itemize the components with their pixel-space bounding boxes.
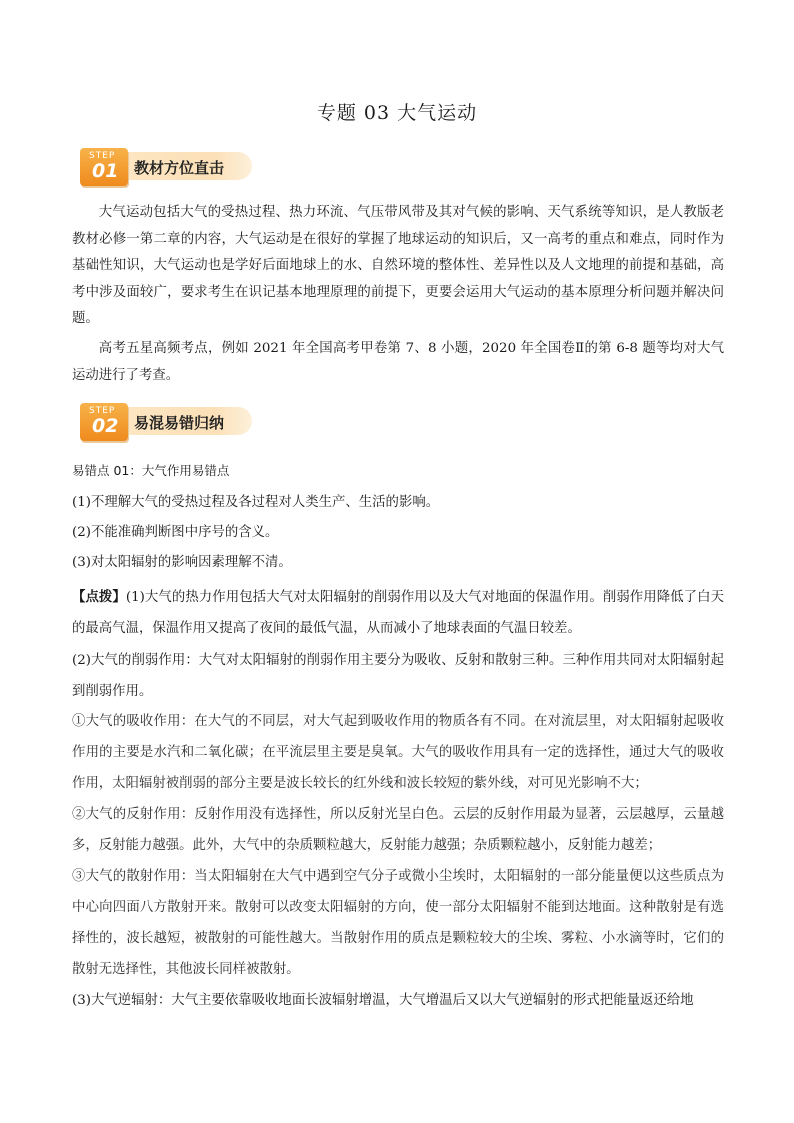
step-01-banner <box>80 148 252 186</box>
tip-paragraph-1 <box>72 582 724 644</box>
error-point-heading: 易错点 01：大气作用易错点 <box>72 463 230 478</box>
intro-paragraph-1: 大气运动包括大气的受热过程、热力环流、气压带风带及其对气候的影响、天气系统等知识，是人教版老教材必修一第二章的内容，大气运动是在很好的掌握了地球运动的知识后，又一高考的重点和难点，同时作为基础性知识，大气运动也是学好后面地球上的水、自然环境的整体性、差异性以及人文地理的前提和基础，高考中涉及面较广，要求考生在识记基本地理原理的前提下，更要会运用大气运动的基本原理分析问题并解决问题。 <box>72 205 724 326</box>
page-title: 专题 03 大气运动 <box>316 102 478 124</box>
section-heading: 易混易错归纳 <box>134 414 225 432</box>
error-item-2: (2)不能准确判断图中序号的含义。 <box>72 525 279 540</box>
intro-paragraph-2: 高考五星高频考点，例如 2021 年全国高考甲卷第 7、8 小题，2020 年全国卷Ⅱ的第 6-8 题等均对大气运动进行了考查。 <box>72 341 724 383</box>
step-badge <box>80 403 128 441</box>
tip-paragraph-3: (3)大气逆辐射：大气主要依靠吸收地面长波辐射增温，大气增温后又以大气逆辐射的形式把能量返还给地 <box>72 993 694 1008</box>
tip-text-1: (1)大气的热力作用包括大气对太阳辐射的削弱作用以及大气对地面的保温作用。削弱作用降低了白天的最高气温，保温作用又提高了夜间的最低气温，从而减小了地球表面的气温日较差。 <box>72 590 724 636</box>
step-number: 01 <box>92 160 119 182</box>
error-item-1: (1)不理解大气的受热过程及各过程对人类生产、生活的影响。 <box>72 495 440 510</box>
step-number: 02 <box>92 415 119 437</box>
tip-label: 【点拨】 <box>72 589 126 605</box>
absorption-paragraph: ①大气的吸收作用：在大气的不同层，对大气起到吸收作用的物质各有不同。在对流层里，对太阳辐射起吸收作用的主要是水汽和二氧化碳；在平流层里主要是臭氧。大气的吸收作用具有一定的选择性，通过大气的吸收作用，太阳辐射被削弱的部分主要是波长较长的红外线和波长较短的紫外线，对可见光影响不大； <box>72 714 724 791</box>
step-02-banner <box>80 403 252 441</box>
tip-paragraph-2: (2)大气的削弱作用：大气对太阳辐射的削弱作用主要分为吸收、反射和散射三种。三种作用共同对太阳辐射起到削弱作用。 <box>72 653 724 699</box>
scattering-paragraph: ③大气的散射作用：当太阳辐射在大气中遇到空气分子或微小尘埃时，太阳辐射的一部分能量便以这些质点为中心向四面八方散射开来。散射可以改变太阳辐射的方向，使一部分太阳辐射不能到达地面。这种散射是有选择性的，波长越短，被散射的可能性越大。当散射作用的质点是颗粒较大的尘埃、雾粒、小水滴等时，它们的散射无选择性，其他波长同样被散射。 <box>72 869 724 977</box>
step-word: STEP <box>89 406 116 416</box>
error-item-3: (3)对太阳辐射的影响因素理解不清。 <box>72 555 292 570</box>
step-badge <box>80 148 128 186</box>
reflection-paragraph: ②大气的反射作用：反射作用没有选择性，所以反射光呈白色。云层的反射作用最为显著，云层越厚，云量越多，反射能力越强。此外，大气中的杂质颗粒越大，反射能力越强；杂质颗粒越小，反射能力越差； <box>72 807 724 853</box>
section-heading: 教材方位直击 <box>134 159 225 177</box>
step-word: STEP <box>89 151 116 161</box>
